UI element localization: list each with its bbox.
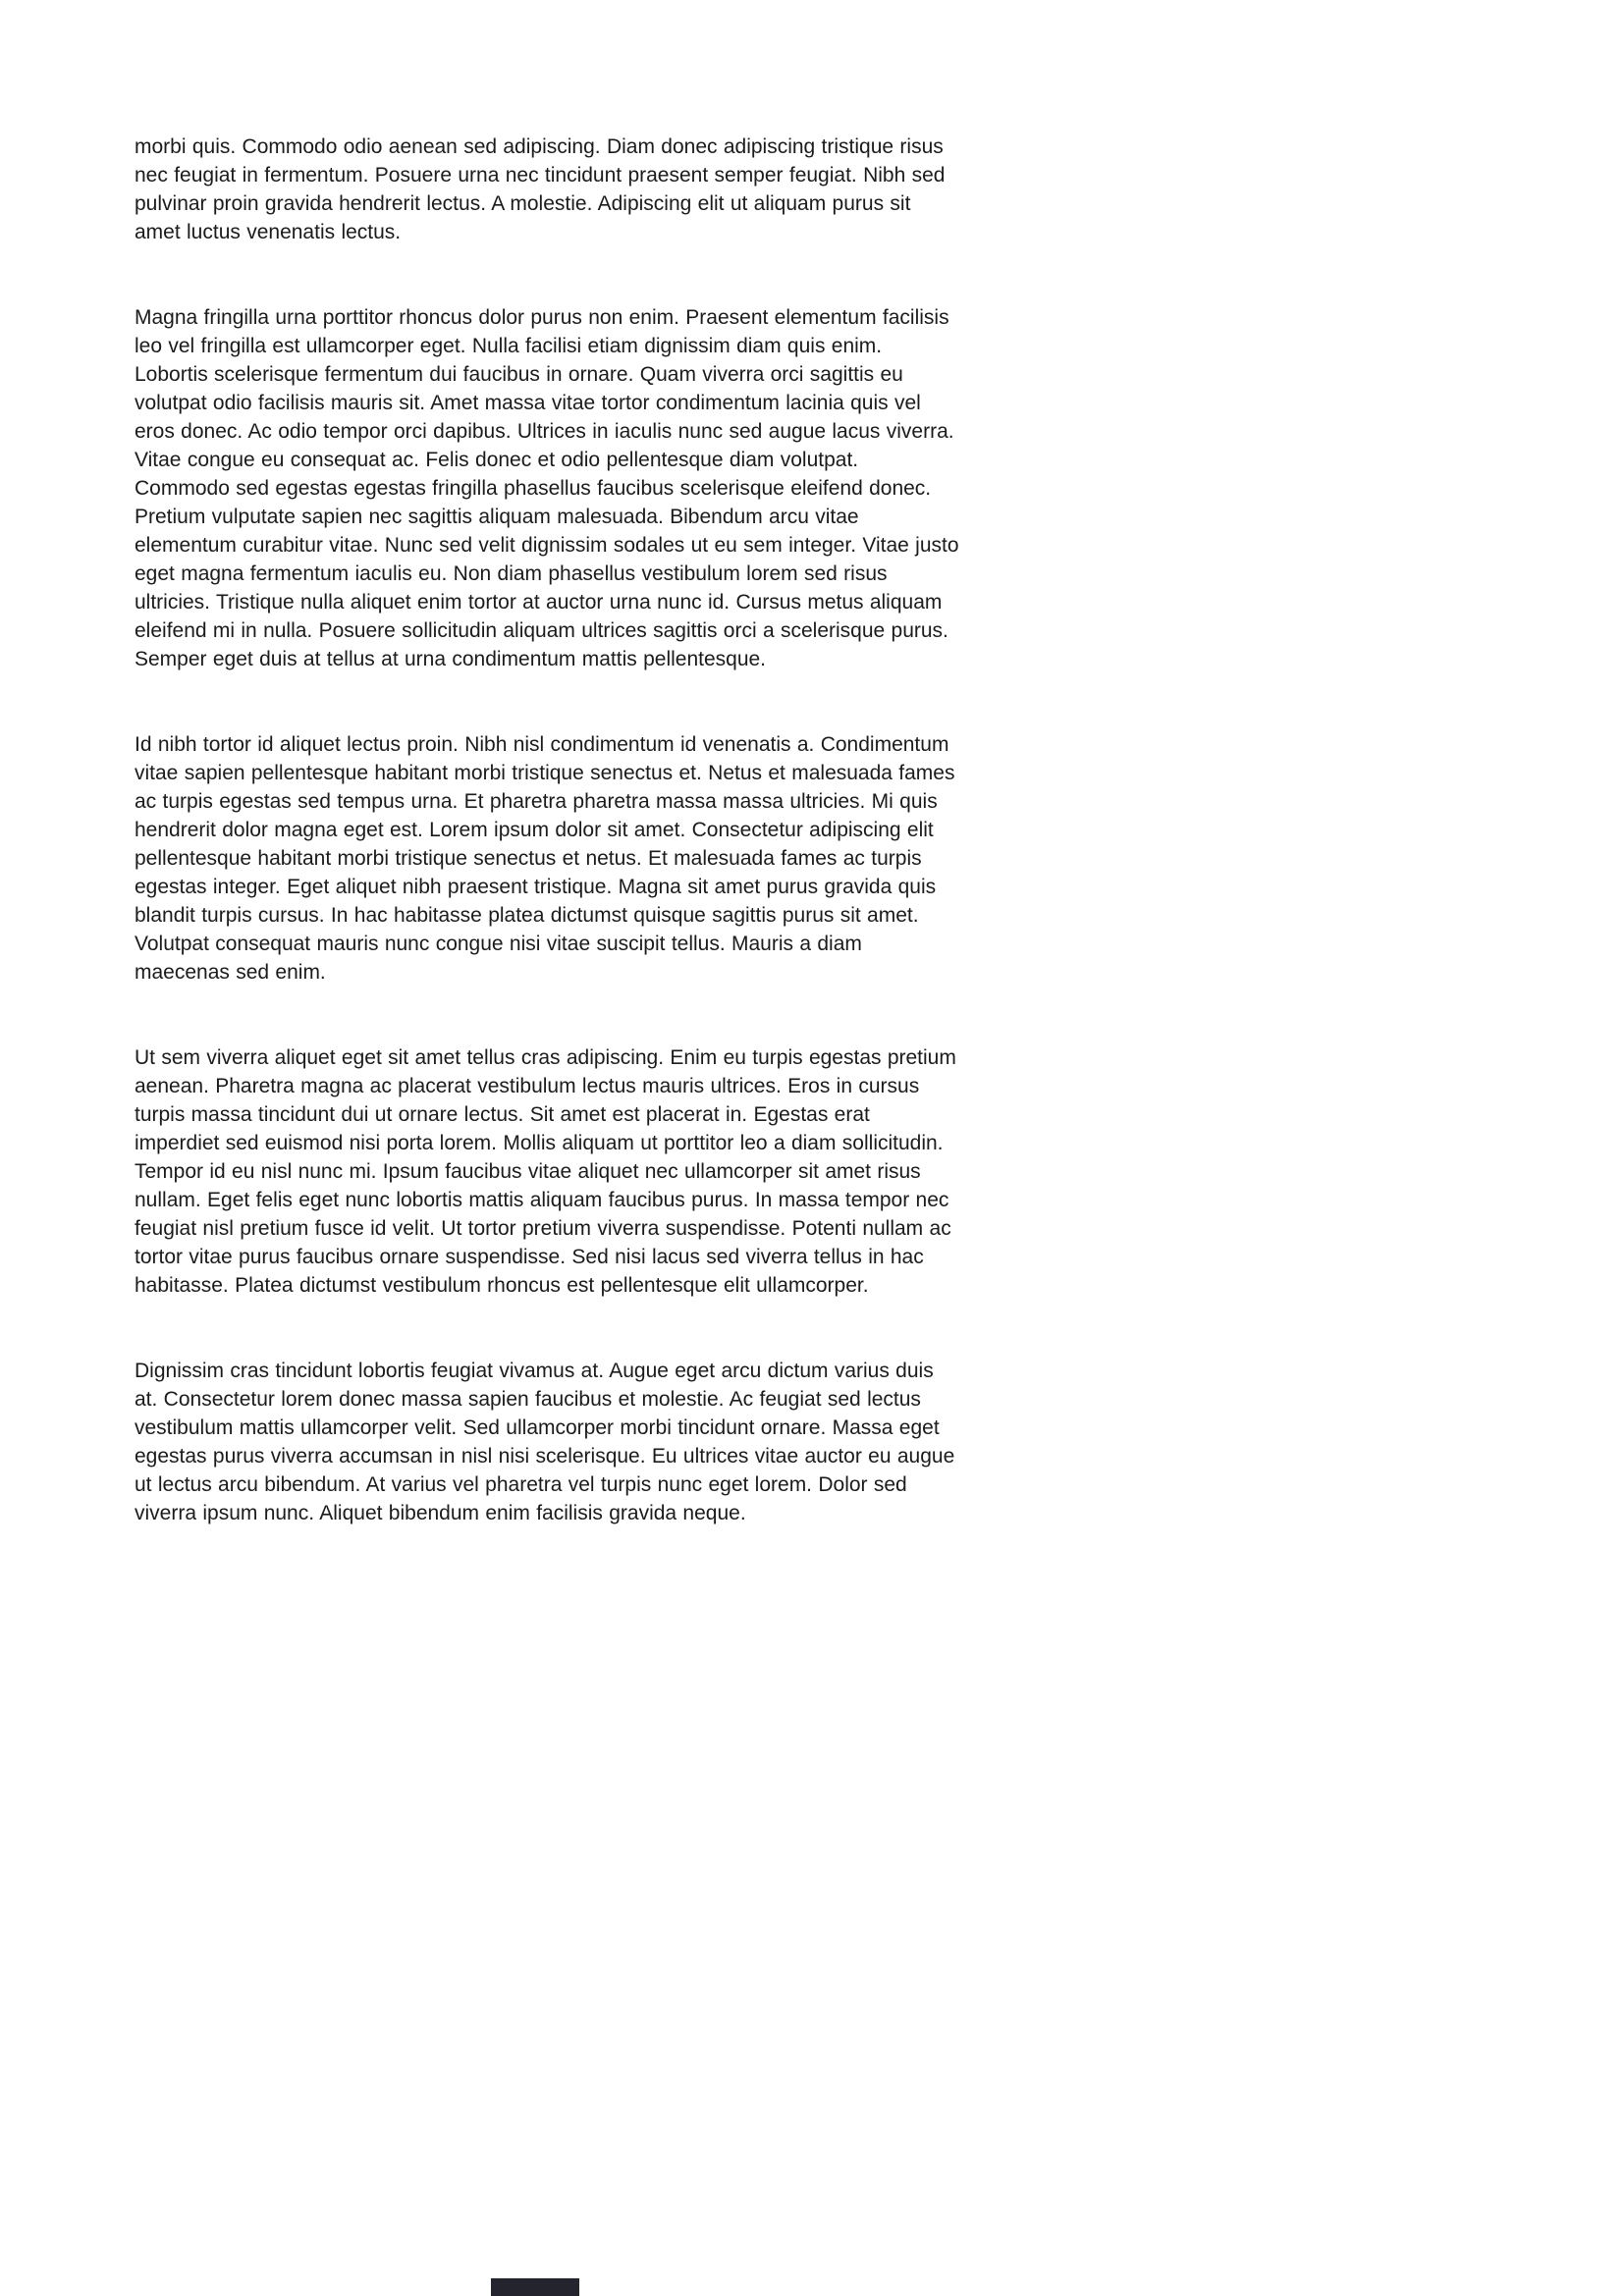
- taskbar-fragment: [491, 2278, 579, 2296]
- paragraph-4: Ut sem viverra aliquet eget sit amet tellus cras adipiscing. Enim eu turpis egestas pretium aenean. Pharetra magna ac placerat vestibulum lectus mauris ultrices. Eros in cursus turpis massa tincidunt dui ut ornare lectus. Sit amet est placerat in. Egestas erat imperdiet sed euismod nisi porta lorem. Mollis aliquam ut porttitor leo a diam sollicitudin. Tempor id eu nisl nunc mi. Ipsum faucibus vitae aliquet nec ullamcorper sit amet risus nullam. Eget felis eget nunc lobortis mattis aliquam faucibus purus. In massa tempor nec feugiat nisl pretium fusce id velit. Ut tortor pretium viverra suspendisse. Potenti nullam ac tortor vitae purus faucibus ornare suspendisse. Sed nisi lacus sed viverra tellus in hac habitasse. Platea dictumst vestibulum rhoncus est pellentesque elit ullamcorper.: [135, 1046, 956, 1297]
- paragraph-5: Dignissim cras tincidunt lobortis feugiat vivamus at. Augue eget arcu dictum varius duis at. Consectetur lorem donec massa sapien faucibus et molestie. Ac feugiat sed lectus vestibulum mattis ullamcorper velit. Sed ullamcorper morbi tincidunt ornare. Massa eget egestas purus viverra accumsan in nisl nisi scelerisque. Eu ultrices vitae auctor eu augue ut lectus arcu bibendum. At varius vel pharetra vel turpis nunc eget lorem. Dolor sed viverra ipsum nunc. Aliquet bibendum enim facilisis gravida neque.: [135, 1360, 955, 1524]
- paragraph-1: morbi quis. Commodo odio aenean sed adipiscing. Diam donec adipiscing tristique risus nec feugiat in fermentum. Posuere urna nec tincidunt praesent semper feugiat. Nibh sed pulvinar proin gravida hendrerit lectus. A molestie. Adipiscing elit ut aliquam purus sit amet luctus venenatis lectus.: [135, 135, 946, 243]
- paragraph-3: Id nibh tortor id aliquet lectus proin. Nibh nisl condimentum id venenatis a. Condimentum vitae sapien pellentesque habitant morbi tristique senectus et. Netus et malesuada fames ac turpis egestas sed tempus urna. Et pharetra pharetra massa massa ultricies. Mi quis hendrerit dolor magna eget est. Lorem ipsum dolor sit amet. Consectetur adipiscing elit pellentesque habitant morbi tristique senectus et netus. Et malesuada fames ac turpis egestas integer. Eget aliquet nibh praesent tristique. Magna sit amet purus gravida quis blandit turpis cursus. In hac habitasse platea dictumst quisque sagittis purus sit amet. Volutpat consequat mauris nunc congue nisi vitae suscipit tellus. Mauris a diam maecenas sed enim.: [135, 733, 955, 984]
- document-text-area: [135, 133, 959, 1584]
- paragraph-2: Magna fringilla urna porttitor rhoncus dolor purus non enim. Praesent elementum facilisis leo vel fringilla est ullamcorper eget. Nulla facilisi etiam dignissim diam quis enim. Lobortis scelerisque fermentum dui faucibus in ornare. Quam viverra orci sagittis eu volutpat odio facilisis mauris sit. Amet massa vitae tortor condimentum lacinia quis vel eros donec. Ac odio tempor orci dapibus. Ultrices in iaculis nunc sed augue lacus viverra. Vitae congue eu consequat ac. Felis donec et odio pellentesque diam volutpat. Commodo sed egestas egestas fringilla phasellus faucibus scelerisque eleifend donec. Pretium vulputate sapien nec sagittis aliquam malesuada. Bibendum arcu vitae elementum curabitur vitae. Nunc sed velit dignissim sodales ut eu sem integer. Vitae justo eget magna fermentum iaculis eu. Non diam phasellus vestibulum lorem sed risus ultricies. Tristique nulla aliquet enim tortor at auctor urna nunc id. Cursus metus aliquam eleifend mi in nulla. Posuere sollicitudin aliquam ultrices sagittis orci a scelerisque purus. Semper eget duis at tellus at urna condimentum mattis pellentesque.: [135, 306, 959, 670]
